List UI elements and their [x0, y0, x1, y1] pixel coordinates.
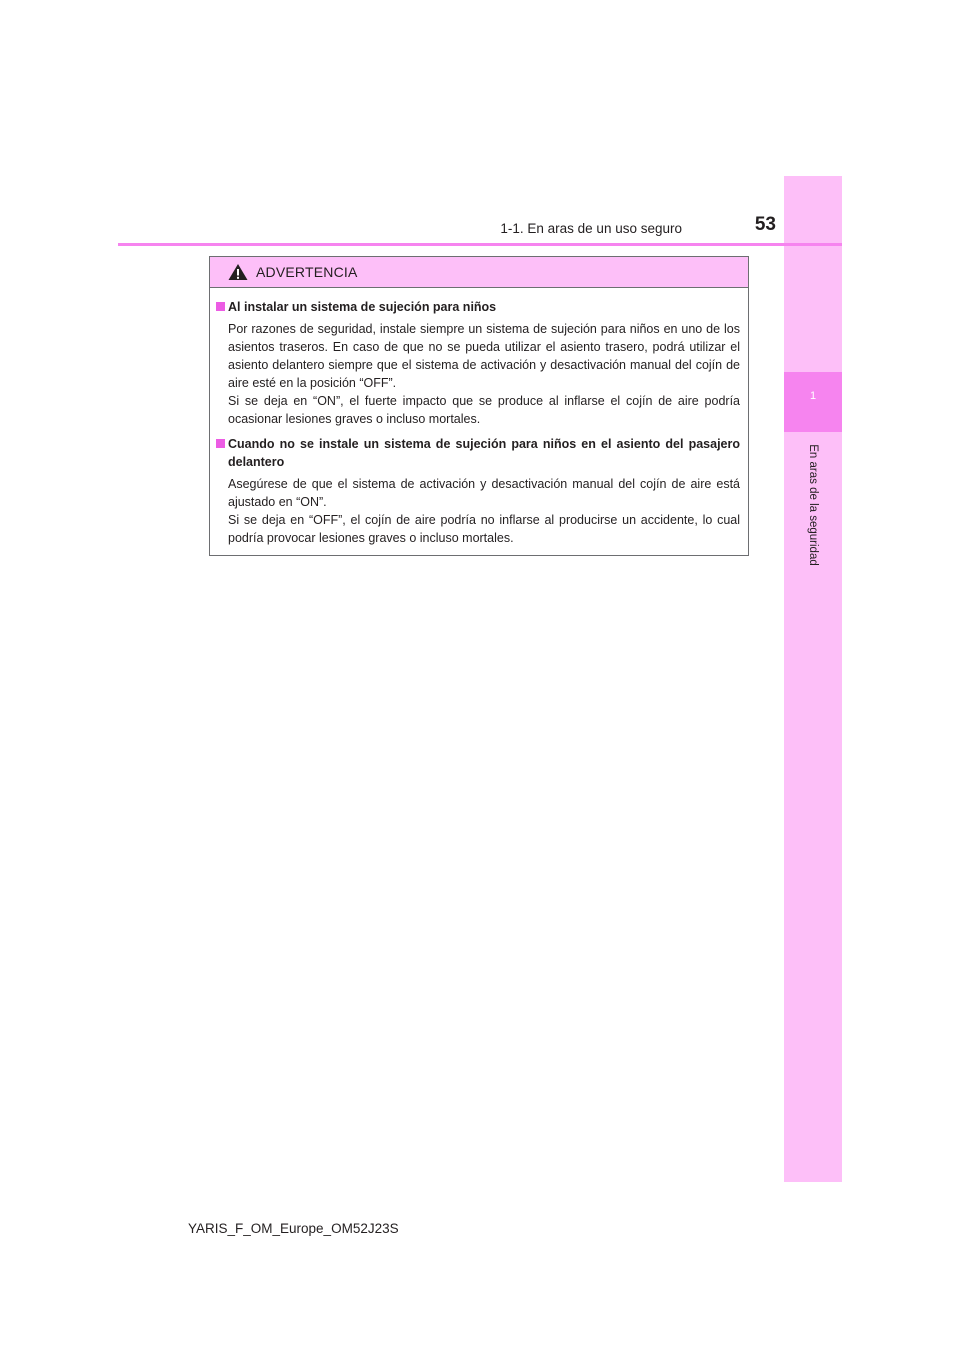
square-bullet-icon [216, 439, 225, 448]
warning-box [209, 256, 749, 556]
side-chapter-tab[interactable] [784, 372, 842, 432]
section-title: 1-1. En aras de un uso seguro [500, 221, 682, 236]
warning-paragraph: Asegúrese de que el sistema de activación y desactivación manual del cojín de aire está ajustado en “ON”. [228, 477, 740, 509]
warning-paragraph: Si se deja en “ON”, el fuerte impacto que se produce al inflarse el cojín de aire podría ocasionar lesiones graves o incluso mortales. [228, 394, 740, 426]
warning-paragraph: Si se deja en “OFF”, el cojín de aire podría no inflarse al producirse un accidente, lo cual podría provocar lesiones graves o incluso mortales. [228, 513, 740, 545]
chapter-label: En aras de la seguridad [807, 444, 819, 566]
warning-item [218, 435, 740, 547]
square-bullet-icon [216, 302, 225, 311]
side-chapter-strip [784, 176, 842, 1182]
warning-body [210, 288, 748, 547]
warning-triangle-icon [228, 263, 248, 281]
warning-title: ADVERTENCIA [256, 264, 358, 280]
page-number: 53 [754, 214, 776, 235]
warning-item-title: Cuando no se instale un sistema de sujeción para niños en el asiento del pasajero delantero [228, 437, 740, 469]
warning-item [218, 298, 740, 428]
warning-item-text [228, 475, 740, 547]
document-code: YARIS_F_OM_Europe_OM52J23S [188, 1221, 399, 1236]
warning-paragraph: Por razones de seguridad, instale siempre un sistema de sujeción para niños en uno de los asientos traseros. En caso de que no se pueda utilizar el asiento trasero, podrá utilizar el asiento delantero siempre que el sistema de activación y desactivación manual del cojín de aire esté en la posición “OFF”. [228, 322, 740, 390]
warning-item-title: Al instalar un sistema de sujeción para niños [228, 300, 497, 314]
warning-header [210, 257, 748, 288]
warning-item-text [228, 320, 740, 428]
header-rule [118, 243, 842, 246]
chapter-number: 1 [809, 390, 817, 402]
